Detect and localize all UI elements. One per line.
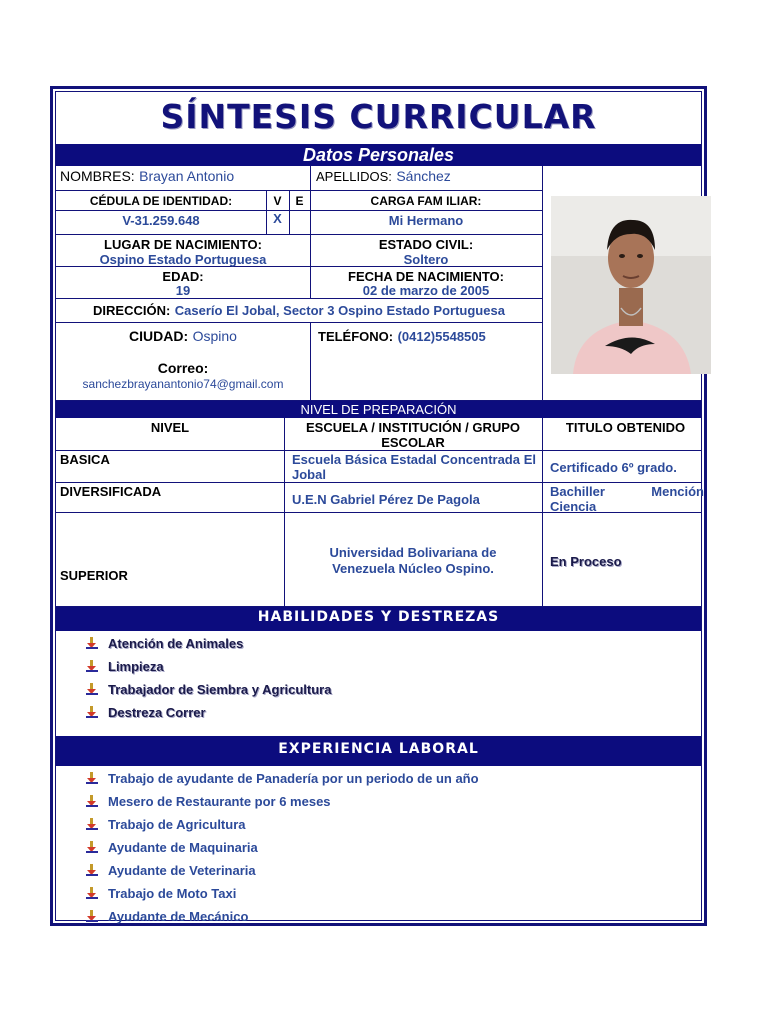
direccion-label: DIRECCIÓN:: [93, 303, 171, 318]
titulo-superior: En Proceso: [550, 554, 622, 569]
experience-label: Ayudante de Maquinaria: [108, 840, 258, 855]
ciudad-cell: [56, 328, 310, 346]
experience-item: [86, 886, 236, 901]
edad-value: 19: [175, 283, 191, 298]
v-mark: X: [273, 211, 282, 226]
arrow-bullet-icon: [86, 841, 98, 853]
escuela-superior: Universidad Bolivariana de Venezuela Núcleo Ospino.: [329, 545, 497, 576]
col-nivel: NIVEL: [150, 420, 190, 435]
apellidos-value: Sánchez: [396, 168, 451, 184]
cedula-value: V-31.259.648: [122, 213, 200, 228]
arrow-bullet-icon: [86, 683, 98, 695]
telefono-value: (0412)5548505: [397, 329, 486, 344]
e-label: E: [295, 194, 304, 208]
lugar-label: LUGAR DE NACIMIENTO:: [104, 237, 262, 252]
apellidos-cell: [316, 168, 451, 186]
arrow-bullet-icon: [86, 637, 98, 649]
carga-label: CARGA FAM ILIAR:: [370, 194, 482, 208]
arrow-bullet-icon: [86, 706, 98, 718]
cedula-label: CÉDULA DE IDENTIDAD:: [89, 194, 233, 208]
skill-label: Atención de Animales: [108, 636, 244, 651]
experiencia-heading: EXPERIENCIA LABORAL: [56, 736, 701, 766]
nivel-basica: BASICA: [60, 452, 110, 467]
fecha-label: FECHA DE NACIMIENTO:: [348, 269, 504, 284]
experience-item: [86, 817, 246, 832]
arrow-bullet-icon: [86, 795, 98, 807]
carga-value: Mi Hermano: [388, 213, 464, 228]
skill-label: Destreza Correr: [108, 705, 206, 720]
telefono-cell: [318, 328, 486, 346]
personal-heading: Datos Personales: [56, 144, 701, 166]
lugar-value: Ospino Estado Portuguesa: [99, 252, 267, 267]
titulo-diversificada: Bachiller Mención Ciencia: [550, 484, 704, 514]
arrow-bullet-icon: [86, 887, 98, 899]
skill-item: [86, 705, 206, 720]
experience-label: Trabajo de ayudante de Panadería por un periodo de un año: [108, 771, 479, 786]
skill-item: [86, 659, 164, 674]
experience-item: [86, 771, 479, 786]
experience-item: [86, 840, 258, 855]
estado-value: Soltero: [403, 252, 449, 267]
experience-label: Trabajo de Agricultura: [108, 817, 246, 832]
skill-item: [86, 682, 331, 697]
experience-label: Ayudante de Veterinaria: [108, 863, 256, 878]
correo-value: sanchezbrayanantonio74@gmail.com: [82, 377, 284, 391]
nivel-superior: SUPERIOR: [60, 568, 128, 583]
fecha-value: 02 de marzo de 2005: [362, 283, 490, 298]
experience-label: Ayudante de Mecánico: [108, 909, 249, 924]
skill-label: Trabajador de Siembra y Agricultura: [108, 682, 332, 697]
escuela-basica: Escuela Básica Estadal Concentrada El Jobal: [292, 452, 536, 482]
experience-item: [86, 863, 256, 878]
escuela-diversificada: U.E.N Gabriel Pérez De Pagola: [292, 492, 480, 507]
correo-label: Correo:: [157, 360, 209, 376]
page-title: SÍNTESIS CURRICULAR: [160, 97, 597, 136]
nombres-value: Brayan Antonio: [139, 168, 235, 184]
telefono-label: TELÉFONO:: [318, 329, 394, 344]
cv-frame: [50, 86, 707, 926]
arrow-bullet-icon: [86, 660, 98, 672]
nombres-cell: [60, 168, 234, 186]
habilidades-heading: HABILIDADES Y DESTREZAS: [56, 607, 701, 631]
col-titulo: TITULO OBTENIDO: [565, 420, 686, 435]
nivel-diversificada: DIVERSIFICADA: [60, 484, 162, 499]
direccion-value: Caserío El Jobal, Sector 3 Ospino Estado Portuguesa: [174, 303, 505, 318]
nombres-label: NOMBRES:: [60, 168, 135, 184]
titulo-basica: Certificado 6º grado.: [550, 460, 677, 475]
arrow-bullet-icon: [86, 910, 98, 922]
arrow-bullet-icon: [86, 818, 98, 830]
arrow-bullet-icon: [86, 864, 98, 876]
v-label: V: [273, 194, 282, 208]
experience-label: Mesero de Restaurante por 6 meses: [108, 794, 331, 809]
preparacion-heading: NIVEL DE PREPARACIÓN: [56, 401, 701, 418]
arrow-bullet-icon: [86, 772, 98, 784]
estado-label: ESTADO CIVIL:: [378, 237, 474, 252]
edad-label: EDAD:: [162, 269, 204, 284]
experience-item: [86, 909, 248, 924]
skill-item: [86, 636, 243, 651]
apellidos-label: APELLIDOS:: [316, 169, 392, 184]
direccion-cell: [56, 302, 542, 320]
col-escuela: ESCUELA / INSTITUCIÓN / GRUPO ESCOLAR: [305, 420, 521, 450]
experience-label: Trabajo de Moto Taxi: [108, 886, 237, 901]
person-photo: [551, 196, 711, 374]
ciudad-value: Ospino: [192, 328, 237, 344]
experience-item: [86, 794, 331, 809]
ciudad-label: CIUDAD:: [129, 328, 189, 344]
skill-label: Limpieza: [108, 659, 164, 674]
cv-inner: [55, 91, 704, 924]
